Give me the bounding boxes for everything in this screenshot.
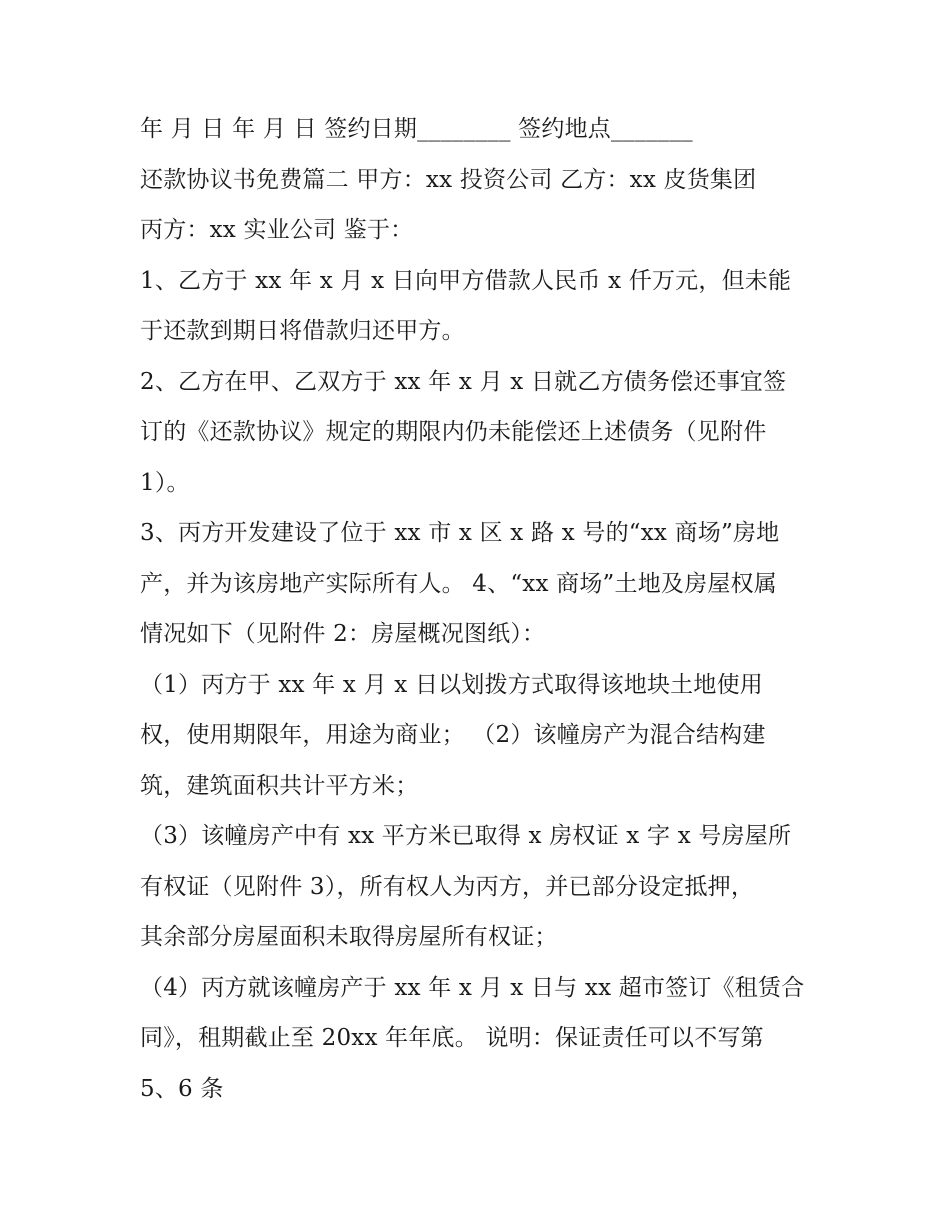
text-line: 权，使用期限年，用途为商业； （2）该幢房产为混合结构建: [140, 722, 766, 748]
text-line: 于还款到期日将借款归还甲方。: [140, 318, 465, 344]
text-line: 2、乙方在甲、乙双方于 xx 年 x 月 x 日就乙方债务偿还事宜签: [140, 368, 787, 395]
text-line: 订的《还款协议》规定的期限内仍未能偿还上述债务（见附件: [140, 419, 767, 445]
text-line: 还款协议书免费篇二 甲方：xx 投资公司 乙方：xx 皮货集团: [140, 166, 757, 193]
text-line: 有权证（见附件 3），所有权人为丙方，并已部分设定抵押，: [140, 873, 755, 900]
text-line: 1）。: [140, 469, 190, 496]
text-line: （3）该幢房产中有 xx 平方米已取得 x 房权证 x 字 x 号房屋所: [140, 823, 792, 849]
text-line: 3、丙方开发建设了位于 xx 市 x 区 x 路 x 号的“xx 商场”房地: [140, 520, 780, 546]
text-line: 其余部分房屋面积未取得房屋所有权证；: [140, 924, 558, 950]
document-body: [140, 104, 830, 1114]
text-line: （4）丙方就该幢房产于 xx 年 x 月 x 日与 xx 超市签订《租赁合: [140, 974, 805, 1001]
text-line: 产，并为该房地产实际所有人。 4、“xx 商场”土地及房屋权属: [140, 570, 777, 597]
text-line: 丙方：xx 实业公司 鉴于：: [140, 217, 414, 243]
text-line: 年 月 日 年 月 日 签约日期________ 签约地点_______: [140, 116, 693, 142]
text-line: 1、乙方于 xx 年 x 月 x 日向甲方借款人民币 x 仟万元，但未能: [140, 267, 792, 294]
text-line: 情况如下（见附件 2：房屋概况图纸）：: [140, 621, 546, 647]
text-line: 筑，建筑面积共计平方米；: [140, 772, 419, 799]
text-line: 同》，租期截止至 20xx 年年底。 说明：保证责任可以不写第: [140, 1025, 764, 1051]
text-line: （1）丙方于 xx 年 x 月 x 日以划拨方式取得该地块土地使用: [140, 671, 763, 698]
text-line: 5、6 条: [140, 1075, 224, 1102]
